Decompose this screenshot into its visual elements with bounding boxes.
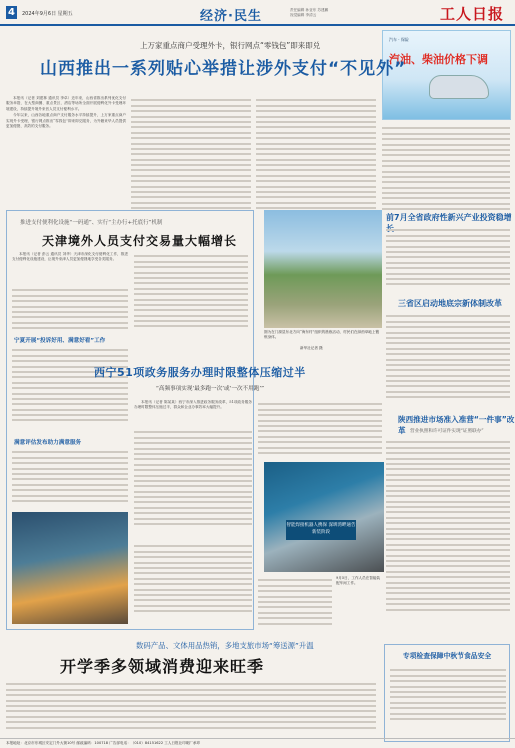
story3-lines xyxy=(258,576,332,632)
story2-text-lines xyxy=(12,286,128,332)
story3-paragraph: 本报讯（记者 陈某某）西宁市深入推进政务服务改革，51项政务服务办理时限整体压缩过半，群众和企业办事效率大幅提升。 xyxy=(134,400,252,410)
editor-info xyxy=(290,8,380,18)
story1-column-1 xyxy=(6,96,126,204)
right-story-3-lines xyxy=(386,438,510,638)
page-footer: 本报地址：北京市东城区安定门外大街10号 邮政编码：100718 广告部电话：（010）84151622 工人日报社印刷厂承印 xyxy=(0,738,515,748)
right-headline-2: 三省区启动地底宗新体制改革 xyxy=(398,299,502,308)
story3-lines xyxy=(258,400,382,460)
kicker-1-lines xyxy=(12,346,128,430)
kicker-2-lines xyxy=(12,448,128,508)
right-headline-3: 陕西推进市场准入准营“一件事”改革 xyxy=(398,415,515,435)
story1-headline: 山西推出一系列贴心举措让涉外支付“不见外” xyxy=(40,59,407,79)
photo-credit: 新华社记者 摄 xyxy=(300,346,323,350)
ad-title: 汽油、柴油价格下调 xyxy=(389,53,488,66)
kicker-2: 满意评估发布助力满意服务 xyxy=(14,440,82,446)
story3-subhead: “高频事项实现‘最多跑一次’或‘一次不用跑’” xyxy=(156,386,265,392)
page-number: 4 xyxy=(6,6,17,19)
right-subhead-3: 营业执照和许可证件实现“证照联办” xyxy=(410,429,484,434)
ad-tag: 汽车 · 保险 xyxy=(389,37,409,42)
photo-caption-3: 9月5日，工作人员在智能装配车间工作。 xyxy=(336,576,381,585)
right-story-1-lines xyxy=(386,226,510,294)
photo-caption-1: 图为在门源县东北方向“海东村”组织的晨练活动，村民们在绿茵草地上锻炼身体。 xyxy=(264,330,380,339)
village-photo xyxy=(264,210,382,328)
page-date: 2024年9月6日 星期五 xyxy=(22,11,73,17)
special-headline: 专项检查保障中秋节食品安全 xyxy=(402,652,492,660)
story3-lines xyxy=(134,542,252,622)
story1-subhead: 上万家重点商户受理外卡，银行网点“零钱包”即来即兑 xyxy=(140,41,321,50)
car-image xyxy=(429,75,489,99)
newspaper-logo: 工人日报 xyxy=(440,5,505,23)
photo-badge: 智能焊接机器人携保 深圳湾畔通告新装阶段 xyxy=(286,520,356,540)
story1-column-4 xyxy=(382,124,510,204)
story4-lines xyxy=(6,680,376,736)
story1-column-3 xyxy=(256,96,376,204)
factory-photo xyxy=(264,462,384,572)
right-headline-1: 前7月全省政府性新兴产业投资稳增 xyxy=(386,213,512,222)
story1-paragraph: 本报讯（记者 刘建林 通讯员 李卓）近年来，山西省推出系列优化支付服务举措，在大型商圈、重点景区、酒店等场所全面开展便利化外卡受理环境建设，持续提升境外来晋人员支付便利水平。 xyxy=(6,96,126,111)
kicker-1: 宁夏开展“投诉好用、满意好看”工作 xyxy=(14,338,106,344)
story1-paragraph: 今年以来，山西各地重点商户支付服务水平持续提升，上万家重点商户实现外卡受理，银行网点推出“零钱包”即来即兑服务，为外籍来华人员提供更加便捷、高效的支付服务。 xyxy=(6,113,126,129)
editor-line: 视觉编辑 李清云 xyxy=(290,13,317,17)
story4-subhead: 数码产品、文体用品热销，多地支旅市场“筹送源”升温 xyxy=(136,641,314,650)
story4-headline: 开学季多领域消费迎来旺季 xyxy=(60,657,265,676)
story2-text-lines xyxy=(134,252,248,332)
story2-photo xyxy=(12,512,128,624)
special-lines xyxy=(390,666,506,736)
header-rule xyxy=(0,24,515,26)
story3-lines xyxy=(134,428,252,538)
section-title: 经济·民生 xyxy=(200,9,262,24)
right-story-2-lines xyxy=(386,312,510,410)
story3-headline: 西宁51项政务服务办理时限整体压缩过半 xyxy=(94,366,306,379)
story2-paragraph: 本报讯（记者 彭云 通讯员 刘华）天津市深化支付便利化工作，推进支付便利化设施建设，让境外来津人员更加便捷地享受各类服务。 xyxy=(12,252,128,262)
story2-subhead: 推进支付便利化设施“一码通”、实行“主办行+托底行”机制 xyxy=(20,220,163,226)
story1-column-2 xyxy=(131,96,251,204)
editor-line: 责任编辑 孙亚东 苏建鹏 xyxy=(290,8,329,12)
story2-headline: 天津境外人员支付交易量大幅增长 xyxy=(42,234,238,248)
